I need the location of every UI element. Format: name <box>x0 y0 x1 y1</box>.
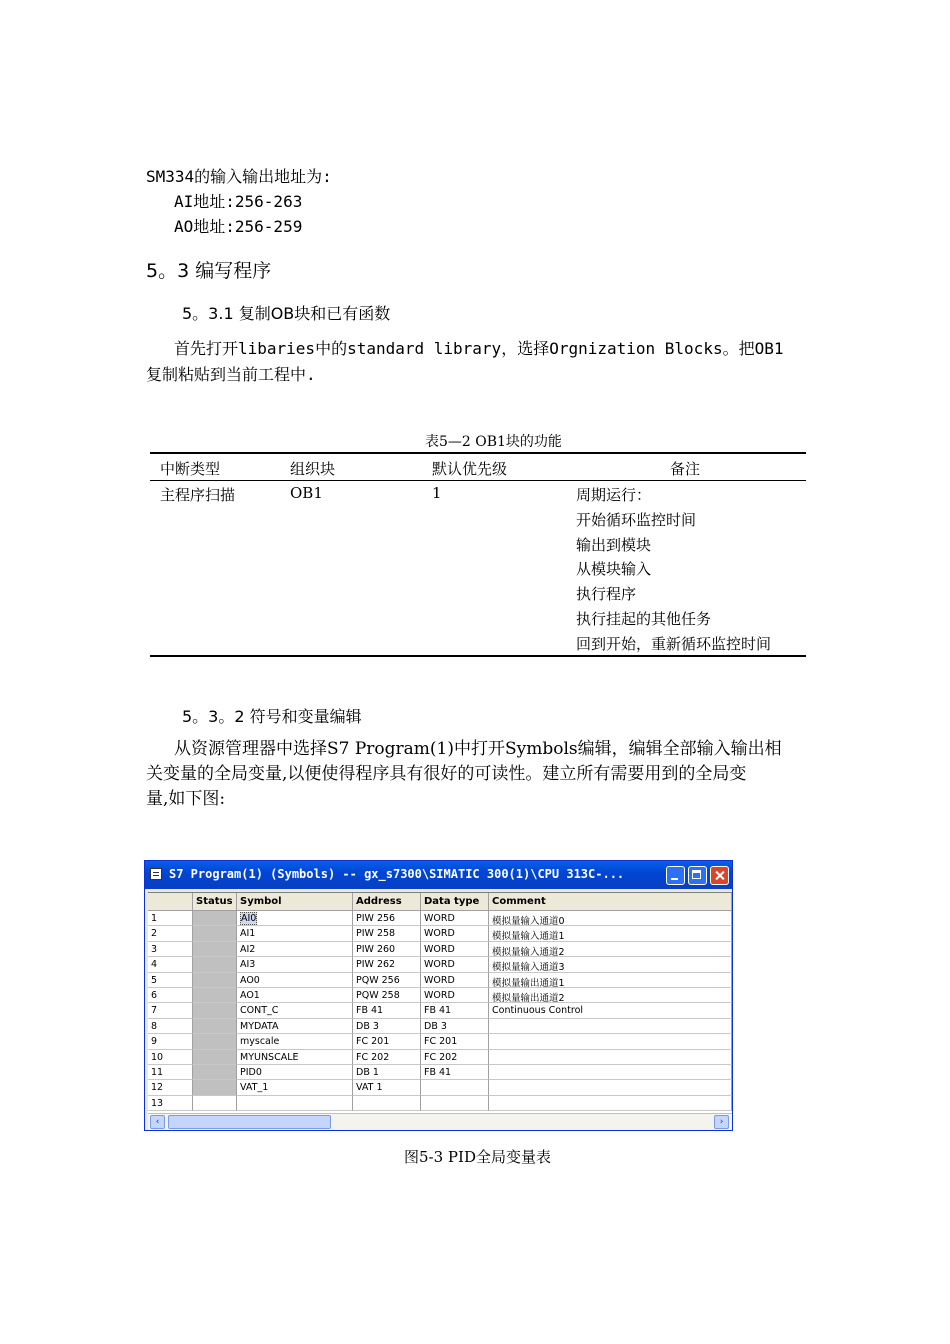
table-row[interactable] <box>148 1019 732 1034</box>
row-number[interactable]: 3 <box>148 942 193 957</box>
table-cell: 1 <box>432 484 442 502</box>
comment-cell[interactable] <box>489 1050 732 1065</box>
table-row[interactable] <box>148 1034 732 1049</box>
intro-line: SM334的输入输出地址为: <box>146 167 332 186</box>
column-header-data-type[interactable]: Data type <box>421 893 489 911</box>
symbol-cell[interactable]: VAT_1 <box>237 1080 353 1095</box>
table-row[interactable] <box>148 926 732 941</box>
row-number[interactable]: 13 <box>148 1096 193 1111</box>
window-app-icon <box>150 868 162 880</box>
data-type-cell[interactable]: FB 41 <box>421 1003 489 1018</box>
data-type-cell[interactable] <box>421 1096 489 1111</box>
figure-caption: 图5-3 PID全局变量表 <box>404 1148 551 1166</box>
data-type-cell[interactable] <box>421 1080 489 1095</box>
row-number[interactable]: 12 <box>148 1080 193 1095</box>
column-header-symbol[interactable]: Symbol <box>237 893 353 911</box>
horizontal-scrollbar[interactable] <box>148 1113 732 1130</box>
symbol-cell[interactable]: AO0 <box>237 973 353 988</box>
table-header: 中断类型 <box>160 460 221 478</box>
address-cell[interactable]: PIW 256 <box>353 911 421 926</box>
paragraph-line: 量,如下图: <box>146 789 226 809</box>
symbols-window <box>144 860 733 1131</box>
window-title: S7 Program(1) (Symbols) -- gx_s7300\SIMATIC 300(1)\CPU 313C-... <box>169 867 625 881</box>
comment-cell[interactable]: Continuous Control <box>489 1003 732 1018</box>
section-heading: 5。3 编写程序 <box>146 260 272 282</box>
table-row[interactable] <box>148 1003 732 1018</box>
intro-line: AO地址:256-259 <box>174 217 303 236</box>
table-bottom-rule <box>150 655 806 657</box>
row-number-header[interactable] <box>148 893 193 911</box>
address-cell[interactable]: FC 202 <box>353 1050 421 1065</box>
address-cell[interactable]: FB 41 <box>353 1003 421 1018</box>
row-number[interactable]: 2 <box>148 926 193 941</box>
status-cell[interactable] <box>193 1096 237 1111</box>
comment-cell[interactable] <box>489 1019 732 1034</box>
scroll-left-icon[interactable]: ‹ <box>150 1115 165 1129</box>
intro-line: AI地址:256-263 <box>174 192 303 211</box>
symbol-cell[interactable]: MYDATA <box>237 1019 353 1034</box>
table-note-line: 周期运行： <box>576 486 652 504</box>
window-titlebar[interactable] <box>145 861 732 889</box>
symbol-cell[interactable] <box>237 911 353 926</box>
status-cell[interactable] <box>193 1050 237 1065</box>
row-number[interactable]: 5 <box>148 973 193 988</box>
address-cell[interactable]: PIW 258 <box>353 926 421 941</box>
status-cell[interactable] <box>193 926 237 941</box>
symbol-cell[interactable]: myscale <box>237 1034 353 1049</box>
address-cell[interactable]: DB 1 <box>353 1065 421 1080</box>
data-type-cell[interactable]: WORD <box>421 942 489 957</box>
comment-cell[interactable]: 模拟量输入通道0 <box>489 911 732 926</box>
table-note-line: 执行挂起的其他任务 <box>576 610 712 628</box>
address-cell[interactable] <box>353 1096 421 1111</box>
data-type-cell[interactable]: WORD <box>421 926 489 941</box>
row-number[interactable]: 1 <box>148 911 193 926</box>
comment-cell[interactable] <box>489 1096 732 1111</box>
scroll-right-icon[interactable]: › <box>714 1115 729 1129</box>
comment-cell[interactable]: 模拟量输出通道2 <box>489 988 732 1003</box>
data-type-cell[interactable]: WORD <box>421 973 489 988</box>
paragraph-line: 关变量的全局变量,以便使得程序具有很好的可读性。建立所有需要用到的全局变 <box>146 764 747 784</box>
symbol-cell[interactable]: AI3 <box>237 957 353 972</box>
address-cell[interactable]: DB 3 <box>353 1019 421 1034</box>
status-cell[interactable] <box>193 1065 237 1080</box>
paragraph-line: 从资源管理器中选择S7 Program(1)中打开Symbols编辑，编辑全部输入输出相 <box>174 739 782 759</box>
subsection-heading: 5。3.1 复制OB块和已有函数 <box>182 304 391 323</box>
symbol-table <box>148 892 732 1113</box>
comment-cell[interactable]: 模拟量输入通道2 <box>489 942 732 957</box>
table-row[interactable] <box>148 942 732 957</box>
symbol-cell[interactable]: PID0 <box>237 1065 353 1080</box>
address-cell[interactable]: VAT 1 <box>353 1080 421 1095</box>
symbol-cell[interactable]: CONT_C <box>237 1003 353 1018</box>
comment-cell[interactable] <box>489 1034 732 1049</box>
data-type-cell[interactable]: WORD <box>421 911 489 926</box>
table-row[interactable] <box>148 1096 732 1111</box>
row-number[interactable]: 11 <box>148 1065 193 1080</box>
row-number[interactable]: 4 <box>148 957 193 972</box>
selected-symbol[interactable]: AI0 <box>241 913 257 924</box>
status-cell[interactable] <box>193 1003 237 1018</box>
table-row[interactable] <box>148 973 732 988</box>
row-number[interactable]: 9 <box>148 1034 193 1049</box>
status-cell[interactable] <box>193 1019 237 1034</box>
row-number[interactable]: 10 <box>148 1050 193 1065</box>
table-caption: 表5—2 OB1块的功能 <box>425 434 562 450</box>
data-type-cell[interactable]: FC 202 <box>421 1050 489 1065</box>
data-type-cell[interactable]: WORD <box>421 988 489 1003</box>
table-row[interactable] <box>148 1065 732 1080</box>
table-top-rule <box>150 452 806 454</box>
close-icon[interactable] <box>710 866 729 885</box>
subsection-heading: 5。3。2 符号和变量编辑 <box>182 707 362 726</box>
data-type-cell[interactable]: FC 201 <box>421 1034 489 1049</box>
minimize-icon[interactable] <box>666 866 685 885</box>
symbol-cell[interactable]: AI1 <box>237 926 353 941</box>
paragraph-line: 复制粘贴到当前工程中. <box>146 365 316 384</box>
table-note-line: 从模块输入 <box>576 560 652 578</box>
table-row[interactable] <box>148 1080 732 1095</box>
table-cell: OB1 <box>290 484 323 502</box>
row-number[interactable]: 6 <box>148 988 193 1003</box>
data-type-cell[interactable]: FB 41 <box>421 1065 489 1080</box>
comment-cell[interactable]: 模拟量输入通道1 <box>489 926 732 941</box>
row-number[interactable]: 8 <box>148 1019 193 1034</box>
status-cell[interactable] <box>193 1080 237 1095</box>
status-cell[interactable] <box>193 942 237 957</box>
table-row[interactable] <box>148 1050 732 1065</box>
comment-cell[interactable]: 模拟量输入通道3 <box>489 957 732 972</box>
status-cell[interactable] <box>193 957 237 972</box>
scroll-thumb[interactable] <box>168 1115 331 1129</box>
table-cell: 主程序扫描 <box>160 486 236 504</box>
status-cell[interactable] <box>193 973 237 988</box>
symbol-cell[interactable] <box>237 1096 353 1111</box>
table-note-line: 回到开始，重新循环监控时间 <box>576 635 772 653</box>
maximize-icon[interactable] <box>688 866 707 885</box>
status-cell[interactable] <box>193 911 237 926</box>
address-cell[interactable]: PIW 262 <box>353 957 421 972</box>
address-cell[interactable]: PQW 256 <box>353 973 421 988</box>
comment-cell[interactable]: 模拟量输出通道1 <box>489 973 732 988</box>
table-row[interactable] <box>148 957 732 972</box>
symbol-cell[interactable]: AO1 <box>237 988 353 1003</box>
address-cell[interactable]: PIW 260 <box>353 942 421 957</box>
symbol-cell[interactable]: MYUNSCALE <box>237 1050 353 1065</box>
paragraph-line: 首先打开libaries中的standard library，选择Orgnization Blocks。把OB1 <box>174 339 784 358</box>
table-note-line: 执行程序 <box>576 585 637 603</box>
data-type-cell[interactable]: DB 3 <box>421 1019 489 1034</box>
address-cell[interactable]: PQW 258 <box>353 988 421 1003</box>
comment-cell[interactable] <box>489 1080 732 1095</box>
table-note-line: 输出到模块 <box>576 536 652 554</box>
status-cell[interactable] <box>193 1034 237 1049</box>
table-header: 备注 <box>670 460 701 478</box>
column-header-comment[interactable]: Comment <box>489 893 732 911</box>
address-cell[interactable]: FC 201 <box>353 1034 421 1049</box>
table-note-line: 开始循环监控时间 <box>576 511 697 529</box>
data-type-cell[interactable]: WORD <box>421 957 489 972</box>
table-row[interactable] <box>148 988 732 1003</box>
table-header: 组织块 <box>290 460 336 478</box>
comment-cell[interactable] <box>489 1065 732 1080</box>
column-header-address[interactable]: Address <box>353 893 421 911</box>
symbol-cell[interactable]: AI2 <box>237 942 353 957</box>
table-row[interactable] <box>148 911 732 926</box>
status-cell[interactable] <box>193 988 237 1003</box>
table-header: 默认优先级 <box>432 460 508 478</box>
row-number[interactable]: 7 <box>148 1003 193 1018</box>
column-header-status[interactable]: Status <box>193 893 237 911</box>
table-mid-rule <box>150 480 806 481</box>
